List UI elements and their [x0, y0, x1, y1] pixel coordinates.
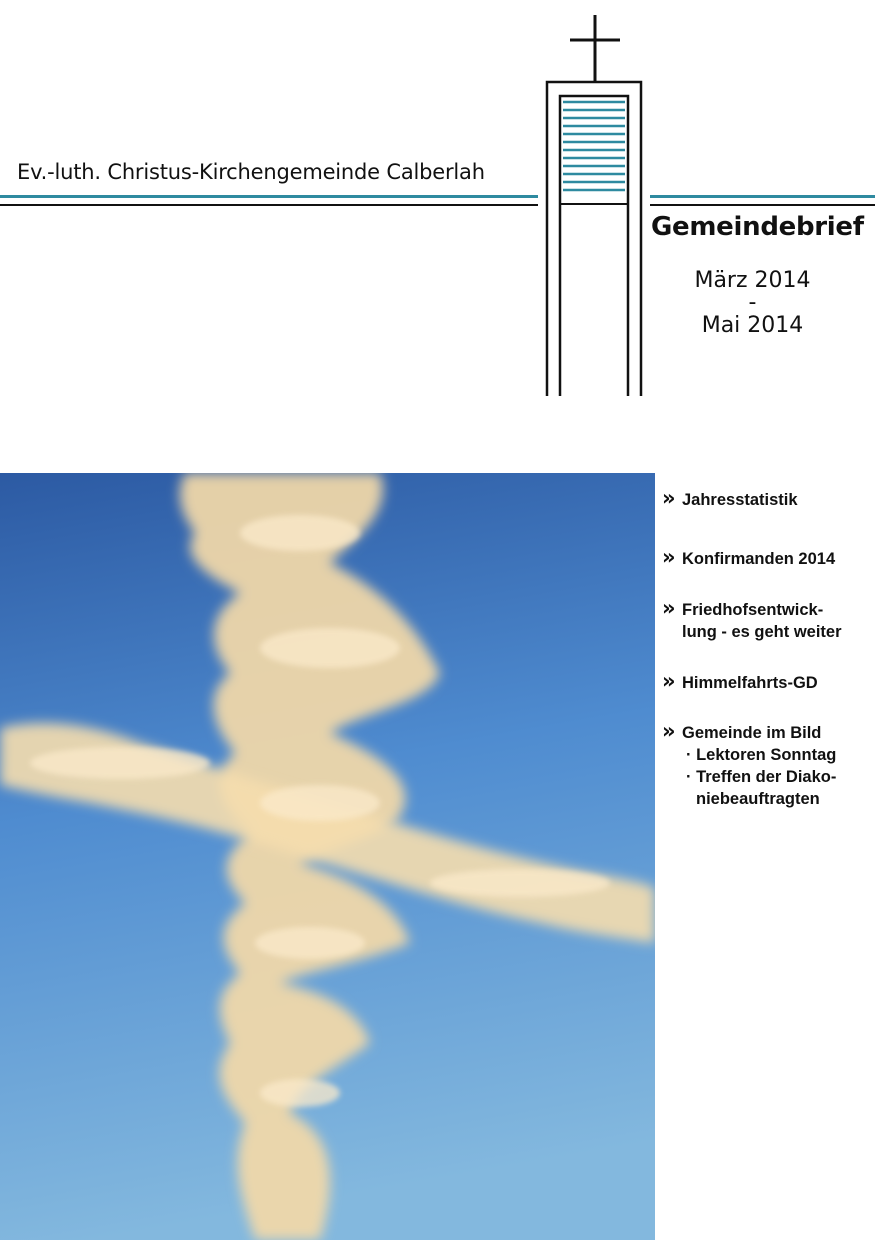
toc-subitem-continued: niebeauftragten	[696, 790, 820, 808]
toc-item-label: Himmelfahrts-GD	[682, 674, 818, 692]
date-from: März 2014	[694, 268, 811, 293]
black-rule-left	[0, 204, 538, 206]
toc-item-label: Friedhofsentwick-	[682, 601, 824, 619]
toc-item	[662, 669, 818, 694]
date-separator: -	[748, 290, 757, 315]
toc-item	[662, 545, 836, 570]
double-chevron-icon: »	[662, 669, 676, 693]
cross-cloud-photo	[0, 473, 655, 1240]
toc-item	[662, 596, 842, 643]
toc-item	[662, 719, 837, 810]
toc-subitem: · Treffen der Diako-	[686, 768, 837, 786]
accent-rule-right	[650, 195, 875, 198]
church-tower-logo-icon	[540, 12, 648, 402]
double-chevron-icon: »	[662, 486, 676, 510]
black-rule-right	[650, 204, 875, 206]
double-chevron-icon: »	[662, 545, 676, 569]
toc-item	[662, 486, 798, 511]
toc-item-label-continued: lung - es geht weiter	[682, 623, 842, 641]
issue-dates	[650, 266, 855, 340]
parish-name: Ev.-luth. Christus-Kirchengemeinde Calberlah	[17, 160, 485, 184]
accent-rule-left	[0, 195, 538, 198]
toc-item-label: Konfirmanden 2014	[682, 550, 836, 568]
toc-subitem: · Lektoren Sonntag	[686, 746, 837, 764]
date-to: Mai 2014	[701, 313, 804, 338]
publication-title: Gemeindebrief	[651, 212, 864, 242]
double-chevron-icon: »	[662, 719, 676, 743]
toc-item-label: Jahresstatistik	[682, 491, 798, 509]
toc-item-label: Gemeinde im Bild	[682, 724, 822, 742]
double-chevron-icon: »	[662, 596, 676, 620]
